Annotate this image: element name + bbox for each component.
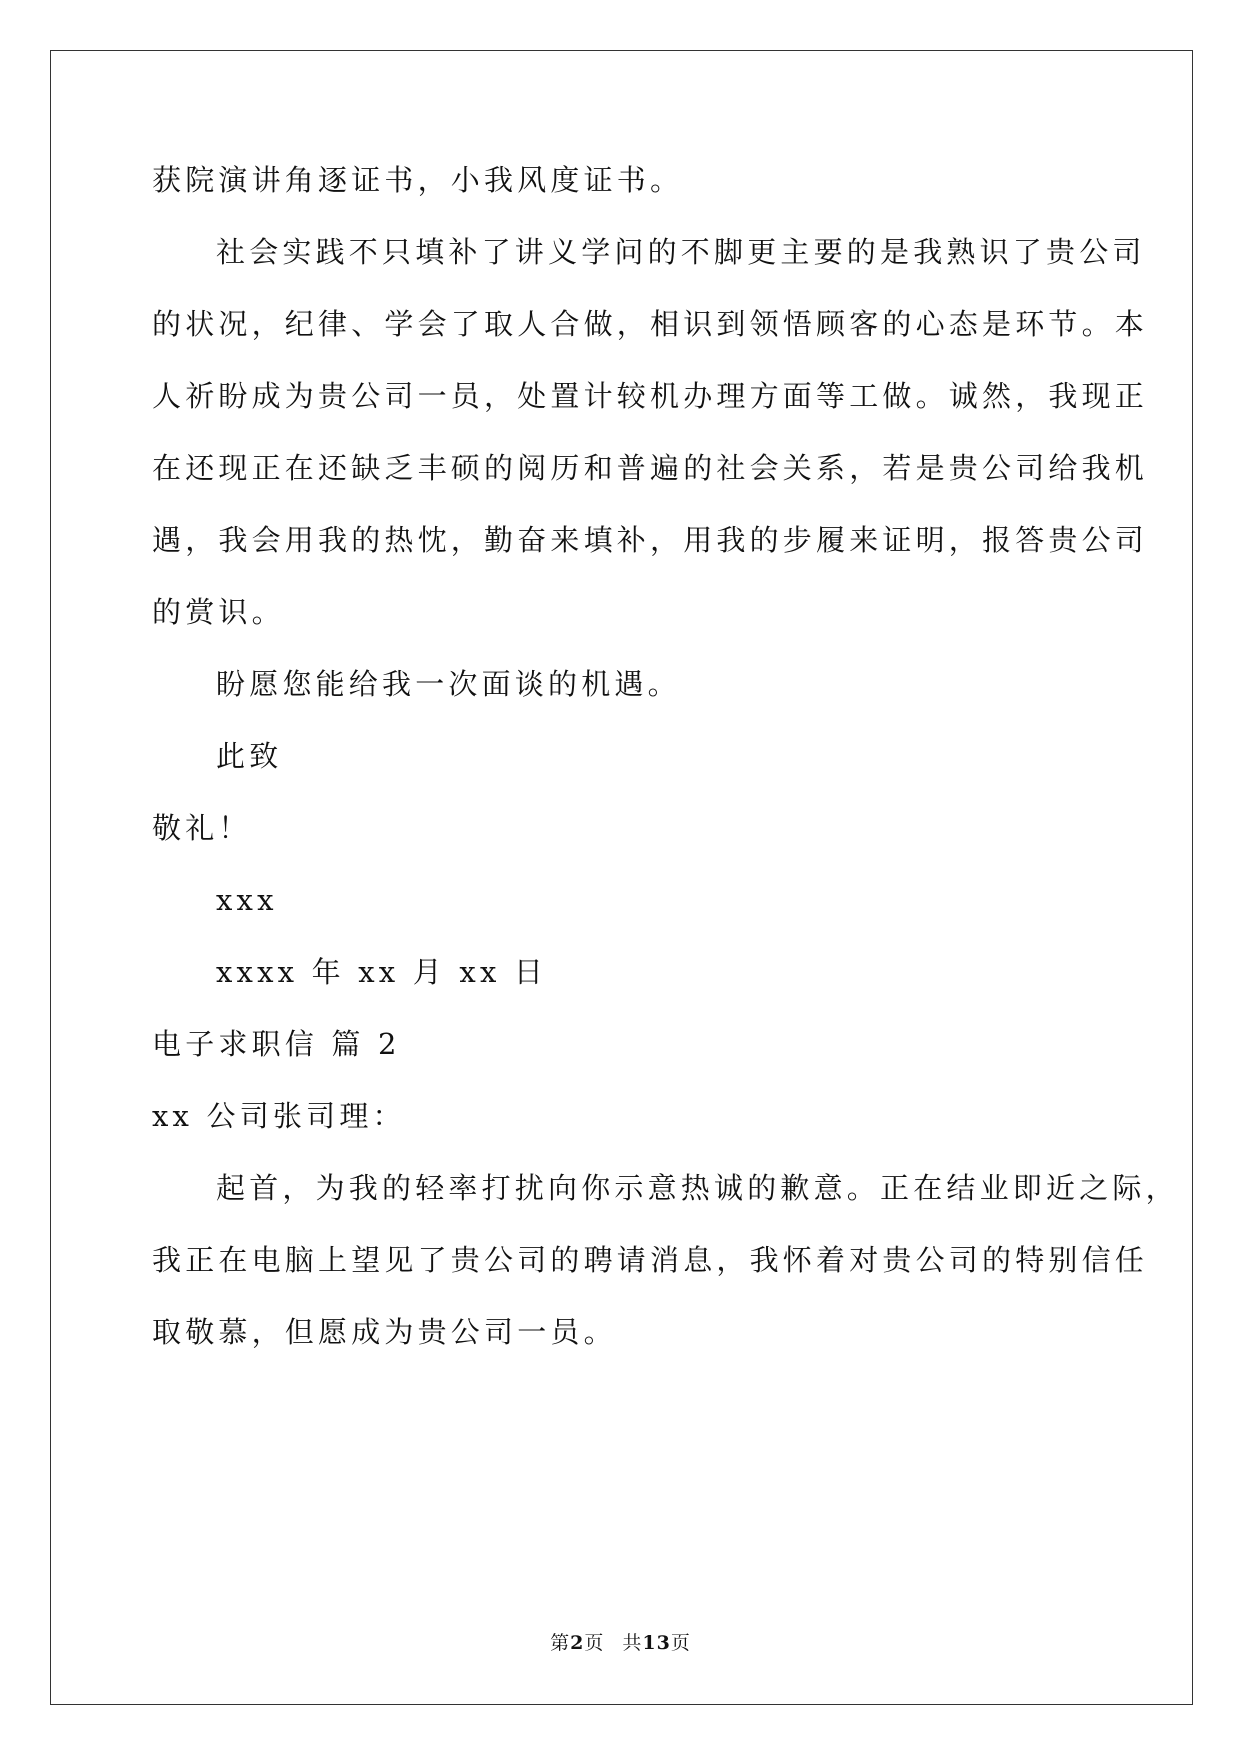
body-line: 我正在电脑上望见了贵公司的聘请消息，我怀着对贵公司的特别信任 <box>152 1243 1149 1277</box>
body-line: 获院演讲角逐证书，小我风度证书。 <box>152 163 684 197</box>
total-prefix: 共 <box>622 1632 643 1654</box>
body-line: 遇，我会用我的热忱，勤奋来填补，用我的步履来证明，报答贵公司 <box>152 523 1149 557</box>
signature-date: xxxx 年 xx 月 xx 日 <box>216 955 548 989</box>
body-line: 社会实践不只填补了讲义学问的不脚更主要的是我熟识了贵公司 <box>216 235 1146 269</box>
closing-salutation: 此致 <box>216 739 283 773</box>
body-line: 的赏识。 <box>152 595 285 629</box>
body-line: 盼愿您能给我一次面谈的机遇。 <box>216 667 681 701</box>
page-number: 2 <box>570 1632 585 1654</box>
body-line: 人祈盼成为贵公司一员，处置计较机办理方面等工做。诚然，我现正 <box>152 379 1149 413</box>
body-line: 起首，为我的轻率打扰向你示意热诚的歉意。正在结业即近之际， <box>216 1171 1179 1205</box>
total-pages: 13 <box>642 1632 671 1654</box>
page-footer <box>0 1628 1241 1655</box>
closing-regards: 敬礼！ <box>152 811 252 845</box>
total-suffix: 页 <box>670 1632 691 1654</box>
page-suffix: 页 <box>584 1632 605 1654</box>
page-border <box>50 50 1193 1705</box>
letter-greeting: xx 公司张司理： <box>152 1099 406 1133</box>
body-line: 的状况，纪律、学会了取人合做，相识到领悟顾客的心态是环节。本 <box>152 307 1149 341</box>
body-line: 取敬慕，但愿成为贵公司一员。 <box>152 1315 617 1349</box>
section-heading: 电子求职信 篇 2 <box>152 1027 401 1061</box>
signature-name: xxx <box>216 883 278 917</box>
body-line: 在还现正在还缺乏丰硕的阅历和普遍的社会关系，若是贵公司给我机 <box>152 451 1149 485</box>
page-prefix: 第 <box>550 1632 571 1654</box>
